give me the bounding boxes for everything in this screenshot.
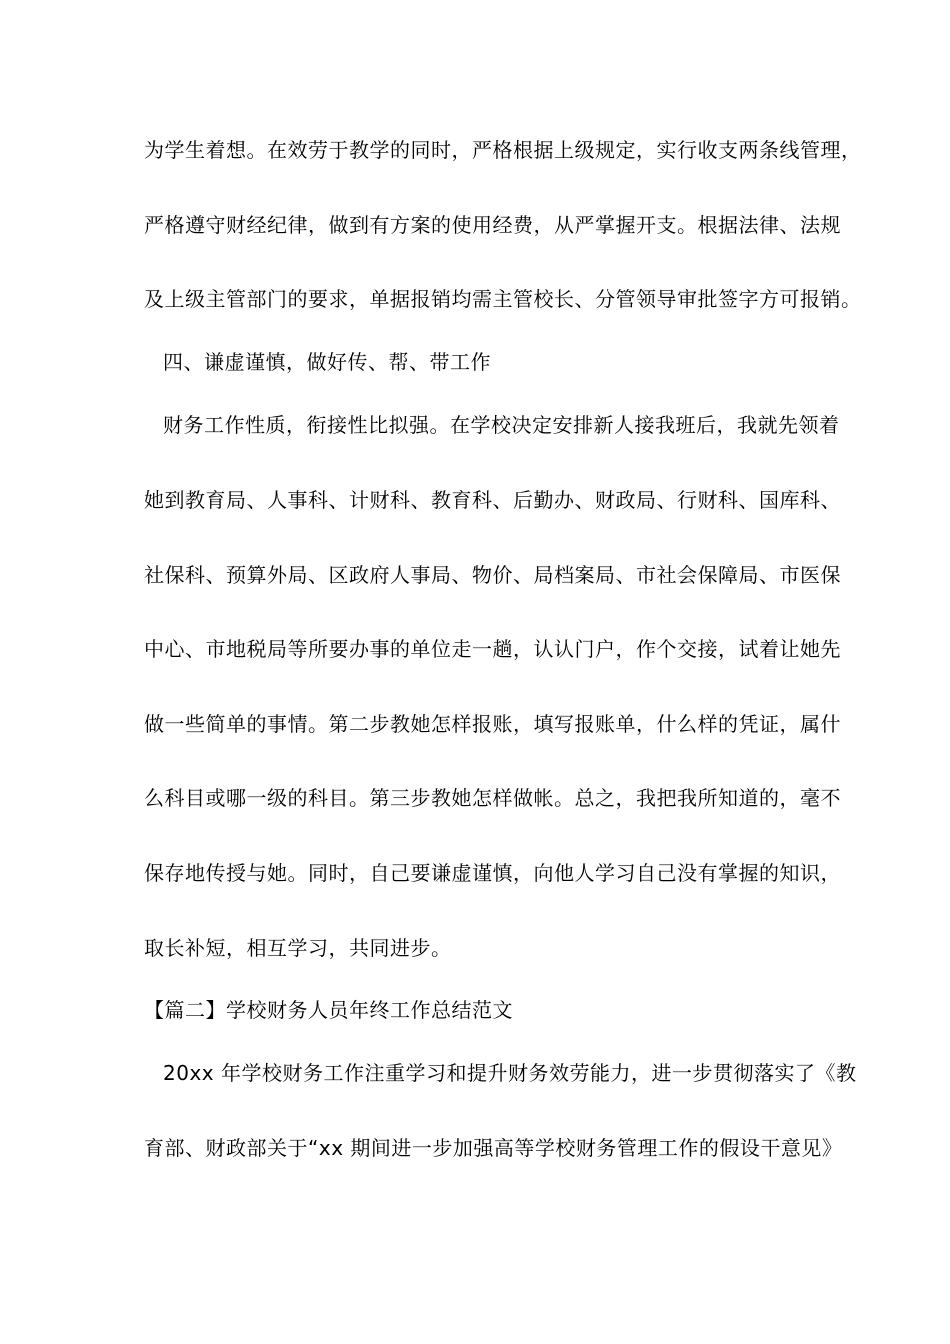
paragraph-line: 社保科、预算外局、区政府人事局、物价、局档案局、市社会保障局、市医保 [144,563,841,587]
paragraph-line: 中心、市地税局等所要办事的单位走一趟，认认门户，作个交接，试着让她先 [144,637,841,661]
paragraph-line: 保存地传授与她。同时，自己要谦虚谨慎，向他人学习自己没有掌握的知识， [144,861,841,885]
paragraph-line: 为学生着想。在效劳于教学的同时，严格根据上级规定，实行收支两条线管理， [144,138,862,162]
section-heading: 四、谦虚谨慎，做好传、帮、带工作 [163,350,491,374]
paragraph-line: 取长补短，相互学习，共同进步。 [144,936,452,960]
paragraph-line: 育部、财政部关于“xx 期间进一步加强高等学校财务管理工作的假设干意见》 [144,1136,843,1160]
paragraph-line: 20xx 年学校财务工作注重学习和提升财务效劳能力，进一步贯彻落实了《教 [163,1061,857,1085]
paragraph-line: 么科目或哪一级的科目。第三步教她怎样做帐。总之，我把我所知道的，毫不 [144,786,841,810]
paragraph-line: 及上级主管部门的要求，单据报销均需主管校长、分管领导审批签字方可报销。 [144,287,862,311]
article-title: 【篇二】学校财务人员年终工作总结范文 [144,998,513,1022]
paragraph-line: 她到教育局、人事科、计财科、教育科、后勤办、财政局、行财科、国库科、 [144,488,841,512]
paragraph-line: 严格遵守财经纪律，做到有方案的使用经费，从严掌握开支。根据法律、法规 [144,213,841,237]
paragraph-line: 做一些简单的事情。第二步教她怎样报账，填写报账单，什么样的凭证，属什 [144,712,841,736]
paragraph-line: 财务工作性质，衔接性比拟强。在学校决定安排新人接我班后，我就先领着 [163,413,840,437]
